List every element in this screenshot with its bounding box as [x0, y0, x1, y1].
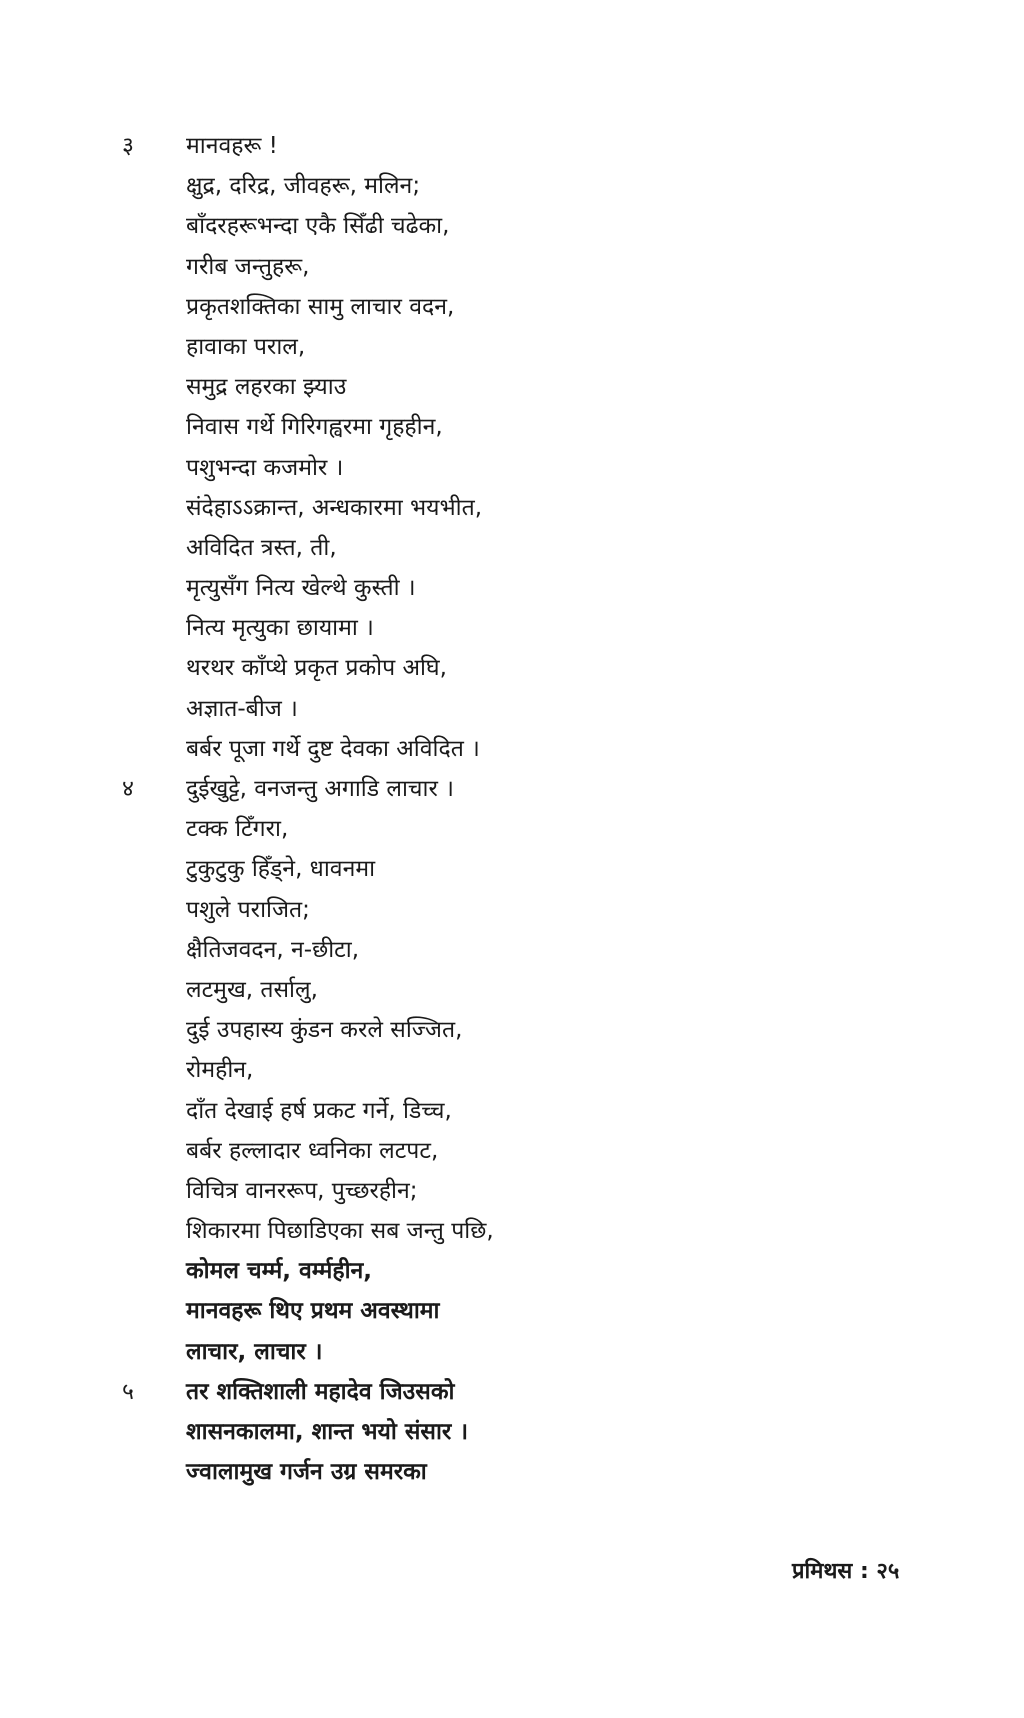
poem-line-text: मृत्युसँग नित्य खेल्थे कुस्ती ।	[186, 575, 416, 602]
poem-line-text: कोमल चर्म्म, वर्म्महीन,	[186, 1258, 373, 1285]
poem-line	[122, 287, 942, 327]
poem-line-text: अज्ञात-बीज ।	[186, 695, 298, 722]
poem-line	[122, 407, 942, 447]
poem-line	[122, 568, 942, 608]
poem-line-text: बर्बर पूजा गर्थे दुष्ट देवका अविदित ।	[186, 735, 480, 762]
poem-line-text: प्रकृतशक्तिका सामु लाचार वदन,	[186, 293, 455, 320]
poem-line	[122, 528, 942, 568]
poem-line-text: नित्य मृत्युका छायामा ।	[186, 615, 374, 642]
poem-line-text: बाँदरहरूभन्दा एकै सिँढी चढेका,	[186, 213, 450, 240]
poem-body	[122, 126, 942, 1492]
poem-line-text: ज्वालामुख गर्जन उग्र समरका	[186, 1459, 427, 1486]
poem-line	[122, 1412, 942, 1452]
poem-line-text: तर शक्तिशाली महादेव जिउसको	[186, 1378, 455, 1405]
poem-line	[122, 809, 942, 849]
poem-line-text: हावाका पराल,	[186, 333, 306, 360]
poem-line-text: पशुभन्दा कजमोर ।	[186, 454, 344, 481]
poem-line-text: निवास गर्थे गिरिगह्वरमा गृहहीन,	[186, 414, 443, 441]
poem-line-text: पशुले पराजित;	[186, 896, 310, 923]
poem-line	[122, 970, 942, 1010]
poem-line	[122, 488, 942, 528]
poem-line	[122, 1251, 942, 1291]
poem-line-text: मानवहरू !	[186, 133, 278, 159]
poem-line-text: संदेहाऽऽक्रान्त, अन्धकारमा भयभीत,	[186, 494, 483, 521]
poem-line	[122, 1010, 942, 1050]
poem-line	[122, 1211, 942, 1251]
stanza-number: ४	[122, 776, 134, 802]
poem-line-text: लटमुख, तर्सालु,	[186, 976, 318, 1003]
poem-line	[122, 1452, 942, 1492]
poem-line	[122, 1050, 942, 1090]
poem-line-text: थरथर काँप्थे प्रकृत प्रकोप अघि,	[186, 655, 447, 682]
stanza-number: ५	[122, 1378, 134, 1405]
stanza-number: ३	[122, 133, 134, 159]
poem-line	[122, 126, 942, 166]
poem-line-text: रोमहीन,	[186, 1057, 254, 1084]
poem-line	[122, 689, 942, 729]
poem-line-text: गरीब जन्तुहरू,	[186, 253, 310, 280]
poem-line	[122, 890, 942, 930]
poem-line-text: मानवहरू थिए प्रथम अवस्थामा	[186, 1298, 440, 1325]
poem-line	[122, 930, 942, 970]
poem-line	[122, 1131, 942, 1171]
poem-line	[122, 327, 942, 367]
poem-line-text: अविदित त्रस्त, ती,	[186, 534, 337, 561]
poem-line-text: दुई उपहास्य कुंडन करले सज्जित,	[186, 1017, 463, 1044]
poem-line	[122, 166, 942, 206]
poem-line-text: टुकुटुकु हिँड्ने, धावनमा	[186, 856, 376, 883]
poem-line-text: क्षुद्र, दरिद्र, जीवहरू, मलिन;	[186, 173, 421, 200]
poem-line-text: बर्बर हल्लादार ध्वनिका लटपट,	[186, 1137, 439, 1164]
poem-line-text: शिकारमा पिछाडिएका सब जन्तु पछि,	[186, 1218, 494, 1245]
poem-line	[122, 1171, 942, 1211]
page-footer: प्रमिथस : २५	[792, 1559, 900, 1584]
poem-line-text: लाचार, लाचार ।	[186, 1338, 323, 1365]
poem-line	[122, 247, 942, 287]
poem-line	[122, 206, 942, 246]
poem-line	[122, 849, 942, 889]
poem-line	[122, 1291, 942, 1331]
poem-line-text: क्षैतिजवदन, न-छीटा,	[186, 936, 360, 963]
poem-line-text: शासनकालमा, शान्त भयो संसार ।	[186, 1419, 469, 1445]
poem-line	[122, 648, 942, 688]
poem-line-text: दाँत देखाई हर्ष प्रकट गर्ने, डिच्च,	[186, 1097, 452, 1124]
poem-line	[122, 729, 942, 769]
poem-line	[122, 1091, 942, 1131]
poem-line	[122, 448, 942, 488]
poem-line-text: समुद्र लहरका झ्याउ	[186, 374, 347, 401]
poem-line	[122, 769, 942, 809]
poem-line	[122, 1372, 942, 1412]
poem-line	[122, 608, 942, 648]
poem-line-text: दुईखुट्टे, वनजन्तु अगाडि लाचार ।	[186, 776, 454, 802]
poem-line	[122, 367, 942, 407]
poem-line-text: टक्क टिँगरा,	[186, 816, 289, 843]
poem-line	[122, 1332, 942, 1372]
poem-line-text: विचित्र वानररूप, पुच्छरहीन;	[186, 1177, 418, 1204]
